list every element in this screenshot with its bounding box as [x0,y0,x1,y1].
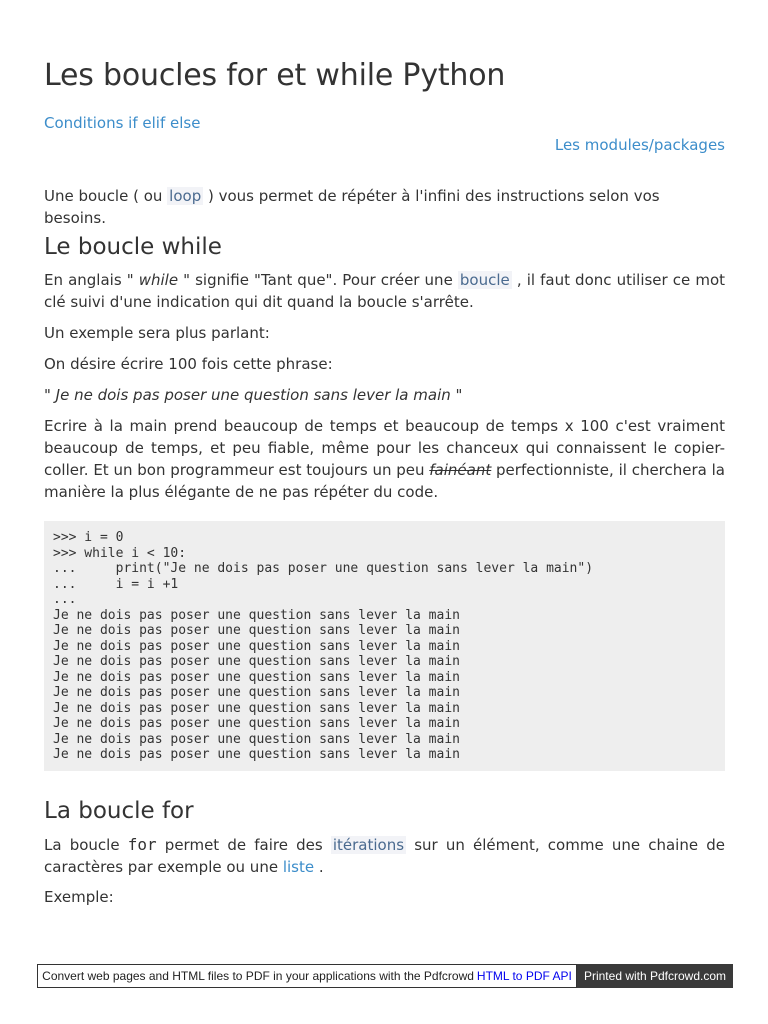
loop-term[interactable]: loop [169,187,202,205]
while-paragraph: En anglais " while " signifie "Tant que". Pour créer une boucle , il faut donc utiliser ce mot clé suivi d'une indication qui dit quand la boucle s'arrête. [44,271,726,311]
struck-word: fainéant [429,461,492,479]
quoted-phrase: " Je ne dois pas poser une question sans lever la main " [44,386,463,404]
example-intro: Un exemple sera plus parlant: [44,324,270,342]
section-heading-for: La boucle for [44,798,194,824]
code-block: >>> i = 0 >>> while i < 10: ... print("Je ne dois pas poser une question sans lever la main") ... i = i +1 ... Je ne dois pas poser une question sans lever la main Je ne dois pas poser une question sans lever la main Je ne dois pas poser une question sans lever la main Je ne dois pas poser une question sans lever la main Je ne dois pas poser une question sans lever la main Je ne dois pas poser une question sans lever la main Je ne dois pas poser une question sans lever la main Je ne dois pas poser une question sans lever la main Je ne dois pas poser une question sans lever la main Je ne dois pas poser une question sans lever la main [44,521,725,771]
page-title: Les boucles for et while Python [44,58,506,93]
next-page-link[interactable]: Les modules/packages [554,136,725,154]
explanation-paragraph: Ecrire à la main prend beaucoup de temps et beaucoup de temps x 100 c'est vraiment beaucoup de temps, et peu fiable, même pour les chanceux qui connaissent le copier-coller. Et un bon programmeur est toujours un peu fainéant perfectionniste, il cherchera la manière la plus élégante de ne pas répéter du code. [44,417,725,501]
intro-paragraph: Une boucle ( ou loop ) vous permet de répéter à l'infini des instructions selon vos besoins. [44,187,660,227]
html-to-pdf-api-link[interactable]: HTML to PDF API [476,969,572,983]
liste-link[interactable]: liste [282,858,315,876]
for-keyword: for [127,835,157,854]
section-heading-while: Le boucle while [44,234,222,260]
for-paragraph: La boucle for permet de faire des itérations sur un élément, comme une chaine de caractères par exemple ou une liste . [44,835,725,876]
goal-sentence: On désire écrire 100 fois cette phrase: [44,355,333,373]
boucle-term[interactable]: boucle [459,271,510,289]
iterations-term[interactable]: itérations [332,836,405,854]
printed-with-badge[interactable]: Printed with Pdfcrowd.com [577,964,733,988]
prev-page-link[interactable]: Conditions if elif else [44,114,201,132]
while-word: while [138,271,179,289]
pdfcrowd-footer [37,964,733,988]
footer-notice: Convert web pages and HTML files to PDF in your applications with the Pdfcrowd HTML to PDF API [37,964,577,988]
example-label: Exemple: [44,888,114,906]
